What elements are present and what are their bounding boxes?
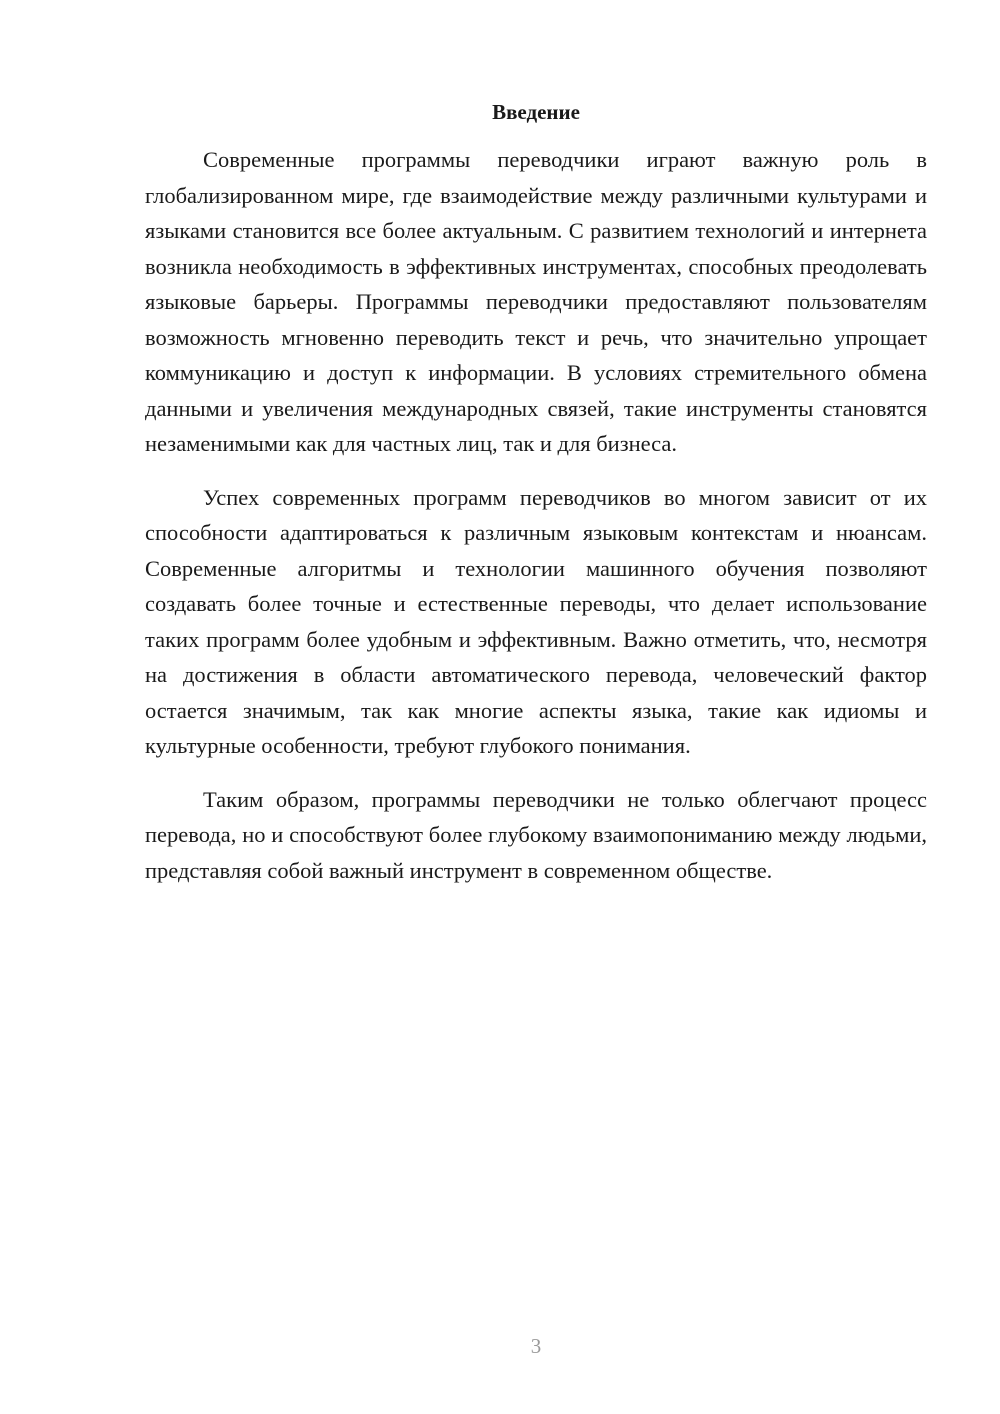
page-number: 3: [530, 1334, 542, 1358]
body-text: [145, 142, 927, 906]
paragraph-2: Успех современных программ переводчиков во многом зависит от их способности адаптироваться к различным языковым контекстам и нюансам. Современные алгоритмы и технологии машинного обучения позволяют создавать более точные и естественные переводы, что делает использование таких программ более удобным и эффективным. Важно отметить, что, несмотря на достижения в области автоматического перевода, человеческий фактор остается значимым, так как многие аспекты языка, такие как идиомы и культурные особенности, требуют глубокого понимания.: [145, 484, 927, 758]
paragraph-3: Таким образом, программы переводчики не только облегчают процесс перевода, но и способствуют более глубокому взаимопониманию между людьми, представляя собой важный инструмент в современном обществе.: [145, 786, 927, 883]
paragraph-1: Современные программы переводчики играют важную роль в глобализированном мире, где взаимодействие между различными культурами и языками становится все более актуальным. С развитием технологий и интернета возникла необходимость в эффективных инструментах, способных преодолевать языковые барьеры. Программы переводчики предоставляют пользователям возможность мгновенно переводить текст и речь, что значительно упрощает коммуникацию и доступ к информации. В условиях стремительного обмена данными и увеличения международных связей, такие инструменты становятся незаменимыми как для частных лиц, так и для бизнеса.: [145, 147, 927, 456]
section-heading: Введение: [492, 100, 580, 124]
